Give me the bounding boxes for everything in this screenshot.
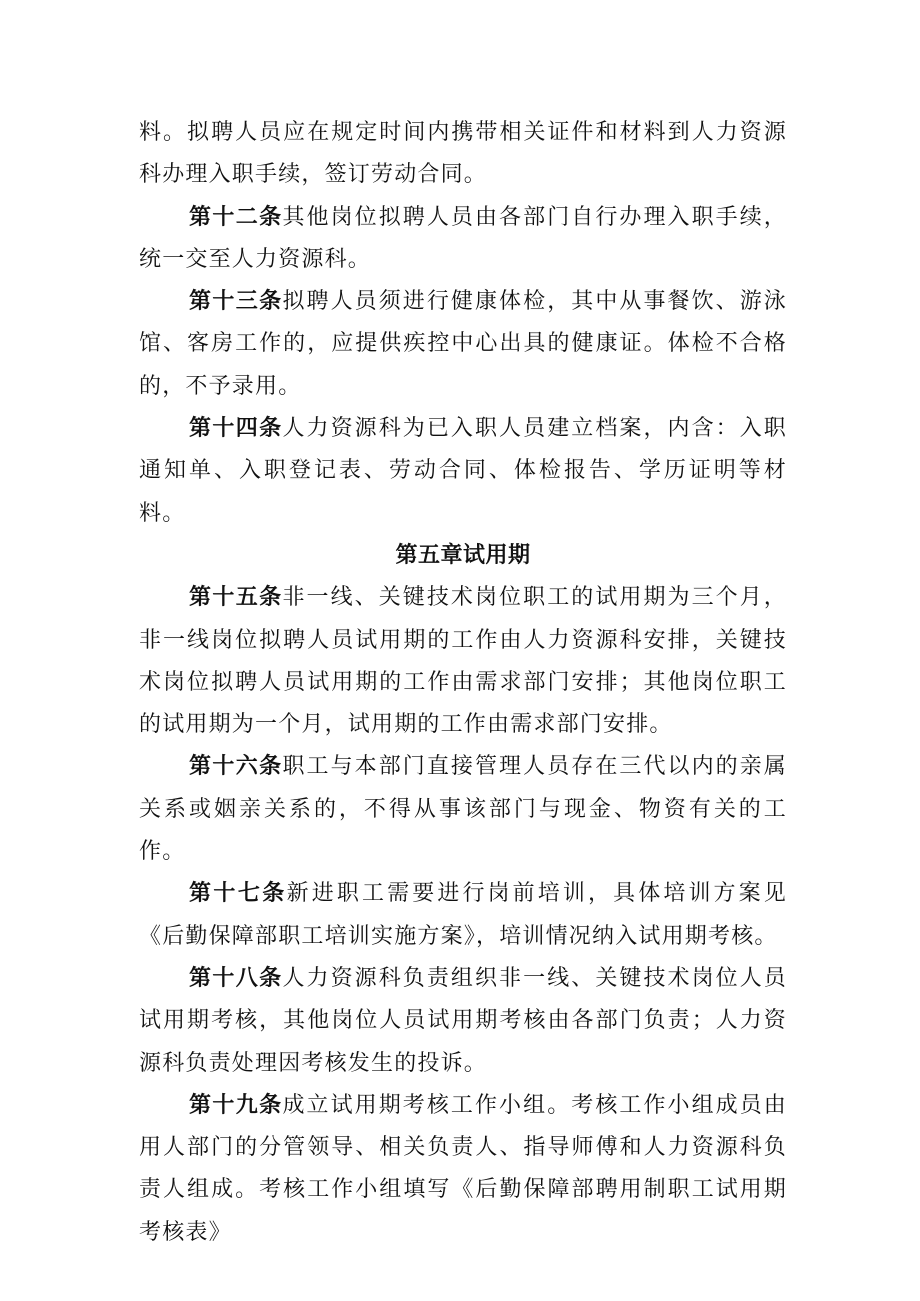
article-14 [139,408,787,535]
article-text: 成立试用期考核工作小组。考核工作小组成员由用人部门的分管领导、相关负责人、指导师傅和人力资源科负责人组成。考核工作小组填写《后勤保障部聘用制职工试用期考核表》 [139,1092,787,1245]
article-text: 人力资源科负责组织非一线、关键技术岗位人员试用期考核，其他岗位人员试用期考核由各部门负责；人力资源科负责处理因考核发生的投诉。 [139,965,787,1076]
article-18 [139,958,787,1085]
article-12 [139,197,787,282]
article-13 [139,281,787,408]
article-17 [139,873,787,958]
article-label: 第十五条 [189,585,283,611]
article-16 [139,746,787,873]
article-text: 非一线、关键技术岗位职工的试用期为三个月，非一线岗位拟聘人员试用期的工作由人力资源科安排，关键技术岗位拟聘人员试用期的工作由需求部门安排；其他岗位职工的试用期为一个月，试用期的工作由需求部门安排。 [139,585,787,738]
article-label: 第十三条 [189,289,283,315]
article-label: 第十七条 [189,881,287,907]
chapter-title: 第五章试用期 [395,542,531,568]
article-text: 其他岗位拟聘人员由各部门自行办理入职手续，统一交至人力资源科。 [139,204,787,272]
article-label: 第十六条 [189,754,283,780]
article-label: 第十二条 [189,204,283,230]
document-body [139,112,787,1254]
continuation-text: 料。拟聘人员应在规定时间内携带相关证件和材料到人力资源科办理入职手续，签订劳动合同。 [139,120,787,188]
article-text: 新进职工需要进行岗前培训，具体培训方案见《后勤保障部职工培训实施方案》，培训情况纳入试用期考核。 [139,881,787,949]
article-19 [139,1085,787,1254]
article-text: 职工与本部门直接管理人员存在三代以内的亲属关系或姻亲关系的，不得从事该部门与现金、物资有关的工作。 [139,754,787,865]
article-label: 第十八条 [189,965,283,991]
article-text: 拟聘人员须进行健康体检，其中从事餐饮、游泳馆、客房工作的，应提供疾控中心出具的健康证。体检不合格的，不予录用。 [139,289,787,399]
article-text: 人力资源科为已入职人员建立档案，内含：入职通知单、入职登记表、劳动合同、体检报告、学历证明等材料。 [139,416,787,526]
article-label: 第十九条 [189,1092,283,1118]
continuation-paragraph [139,112,787,197]
article-15 [139,577,787,746]
article-label: 第十四条 [189,416,283,442]
